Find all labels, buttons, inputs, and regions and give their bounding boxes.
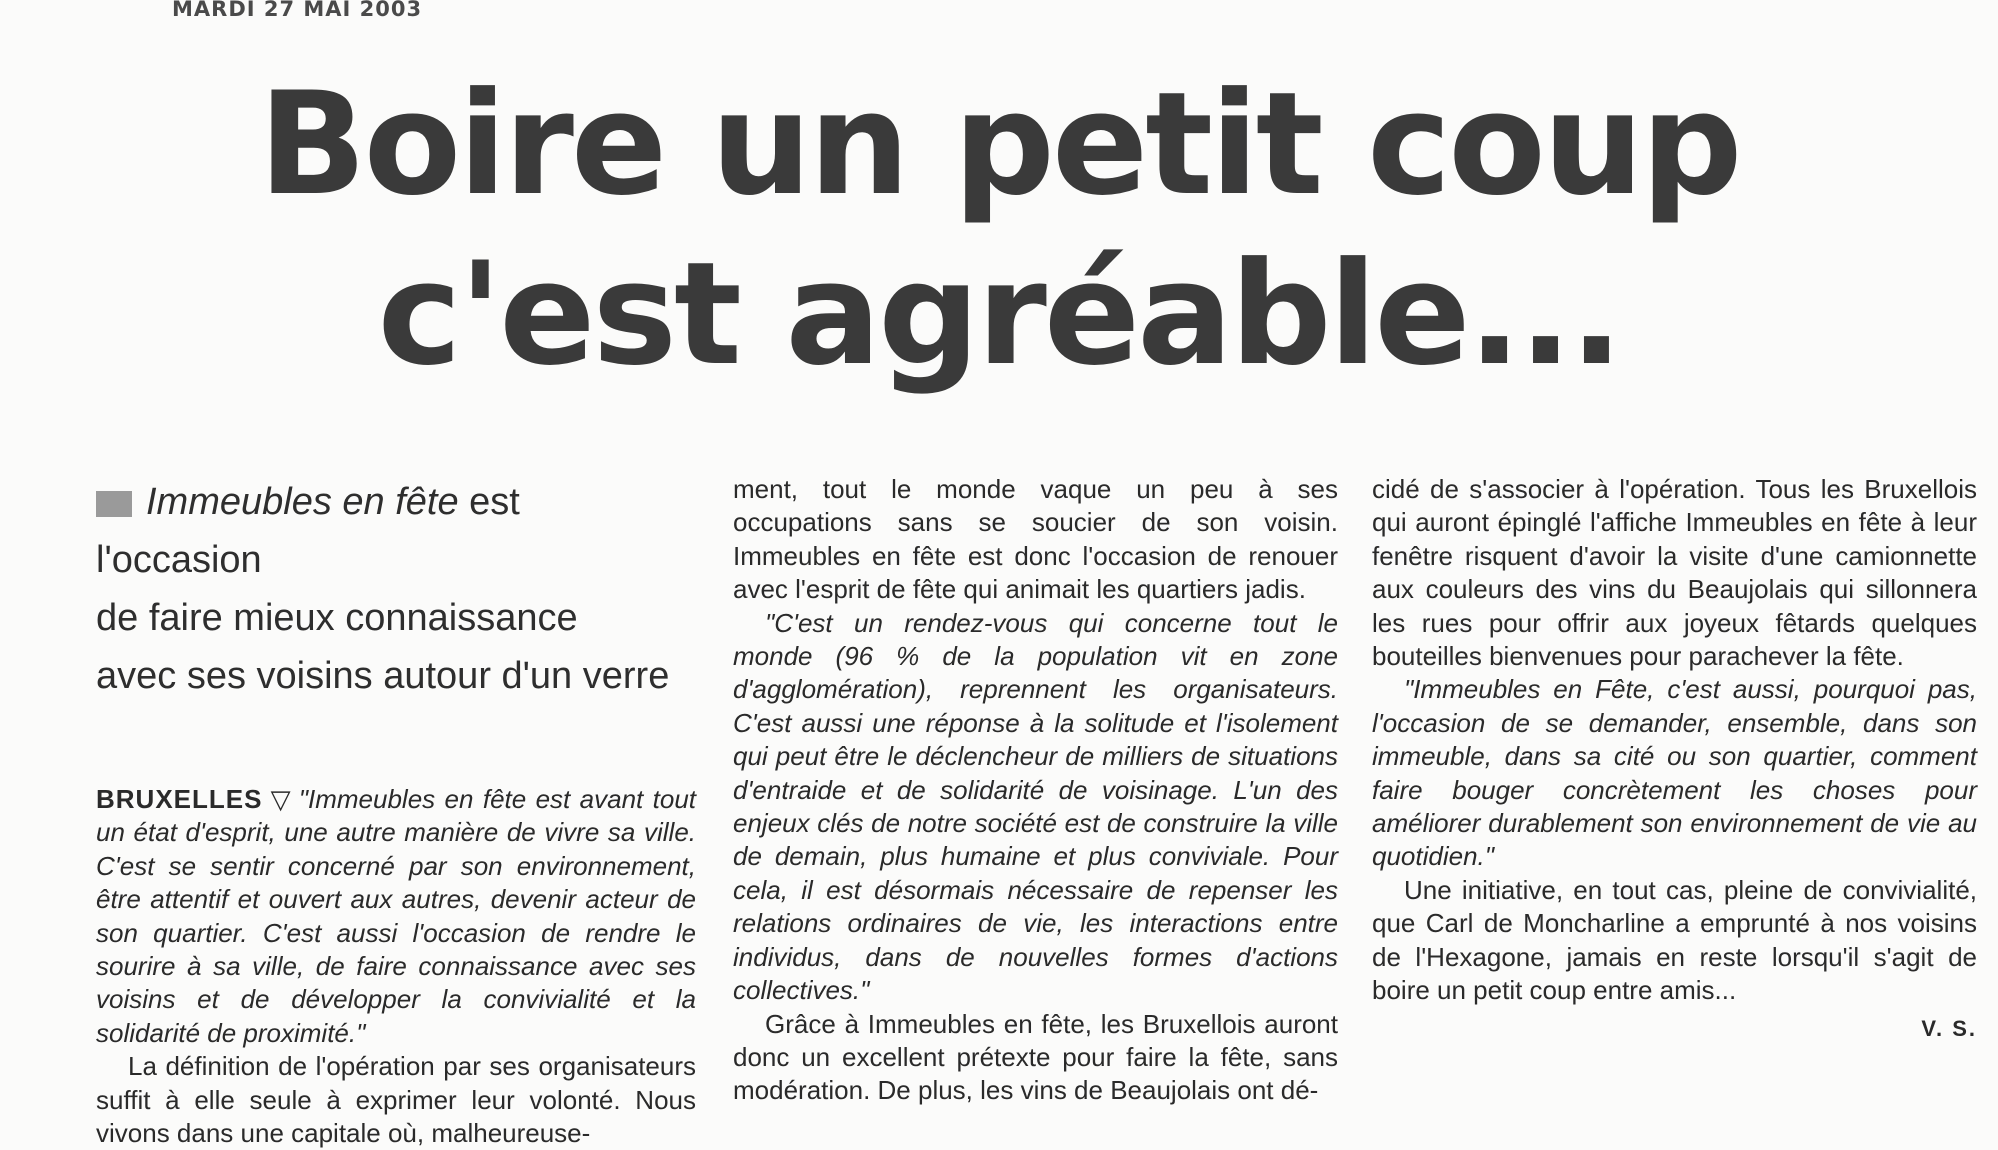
paragraph-4-text: "C'est un rendez-vous qui concerne tout le monde (96 % de la population vit en zone d'agglomération), reprennent les organisateurs. C'est aussi une réponse à la solitude et l'isolement qui peut être le déclencheur de milliers de situations d'entraide et de solidarité de voisinage. L'un des enjeux clés de notre société est de construire la ville de demain, plus humaine et plus conviviale. Pour cela, il est désormais nécessaire de repenser les relations ordinaires de vie, les interactions entre individus, dans de nouvelles formes d'actions collectives." <box>733 607 1338 1006</box>
lead-text-2: de faire mieux connaissance <box>96 597 578 639</box>
article-paragraph-1 <box>96 783 696 1050</box>
square-bullet-icon <box>96 491 132 517</box>
triangle-marker-icon: ▽ <box>268 784 293 814</box>
article-paragraph-5: Grâce à Immeubles en fête, les Bruxellois auront donc un excellent prétexte pour faire la fête, sans modération. De plus, les vins de Beaujolais ont dé- <box>733 1008 1338 1106</box>
author-signature: V. S. <box>1921 1015 1977 1041</box>
dateline: MARDI 27 MAI 2003 <box>172 0 423 21</box>
headline-line-1: Boire un petit coup <box>258 62 1740 227</box>
article-paragraph-8: Une initiative, en tout cas, pleine de convivialité, que Carl de Moncharline a emprunté à nos voisins de l'Hexagone, jamais en reste lorsqu'il s'agit de boire un petit coup entre amis... <box>1372 874 1977 1006</box>
city-label: BRUXELLES <box>96 784 263 814</box>
headline <box>0 60 1998 400</box>
column-1 <box>96 473 696 1150</box>
lead-text-3: avec ses voisins autour d'un verre <box>96 655 670 697</box>
article-paragraph-2: La définition de l'opération par ses organisateurs suffit à elle seule à exprimer leur volonté. Nous vivons dans une capitale où, malheureuse- <box>96 1051 696 1149</box>
paragraph-7-text: "Immeubles en Fête, c'est aussi, pourquoi pas, l'occasion de se demander, ensemble, dans son immeuble, dans sa cité ou son quartier, comment faire bouger concrètement les choses pour améliorer durablement son environnement de vie au quotidien." <box>1372 674 1977 872</box>
column-2 <box>733 473 1338 1108</box>
lead-text-1: est l'occasion <box>96 481 520 581</box>
article-paragraph-3: ment, tout le monde vaque un peu à ses occupations sans se soucier de son voisin. Immeubles en fête est donc l'occasion de renouer avec l'esprit de fête qui animait les quartiers jadis. <box>733 474 1338 605</box>
article-paragraph-6: cidé de s'associer à l'opération. Tous les Bruxellois qui auront épinglé l'affiche Immeubles en fête à leur fenêtre risquent d'avoir la visite d'une camionnette aux couleurs des vins du Beaujolais qui sillonnera les rues pour offrir aux joyeux fêtards quelques bouteilles bienvenues pour parachever la fête. <box>1372 474 1977 672</box>
headline-line-2: c'est agréable... <box>377 232 1621 397</box>
lead-title-italic: Immeubles en fête <box>146 481 459 523</box>
article-paragraph-7 <box>1372 673 1977 873</box>
column-3 <box>1372 473 1977 1045</box>
article-paragraph-4 <box>733 607 1338 1008</box>
lead-paragraph <box>96 473 696 705</box>
paragraph-1-text: "Immeubles en fête est avant tout un état d'esprit, une autre manière de vivre sa ville. C'est se sentir concerné par son environnement, être attentif et ouvert aux autres, devenir acteur de son quartier. C'est aussi l'occasion de rendre le sourire à sa ville, de faire connaissance avec ses voisins et de développer la convivialité et la solidarité de proximité." <box>96 784 696 1048</box>
